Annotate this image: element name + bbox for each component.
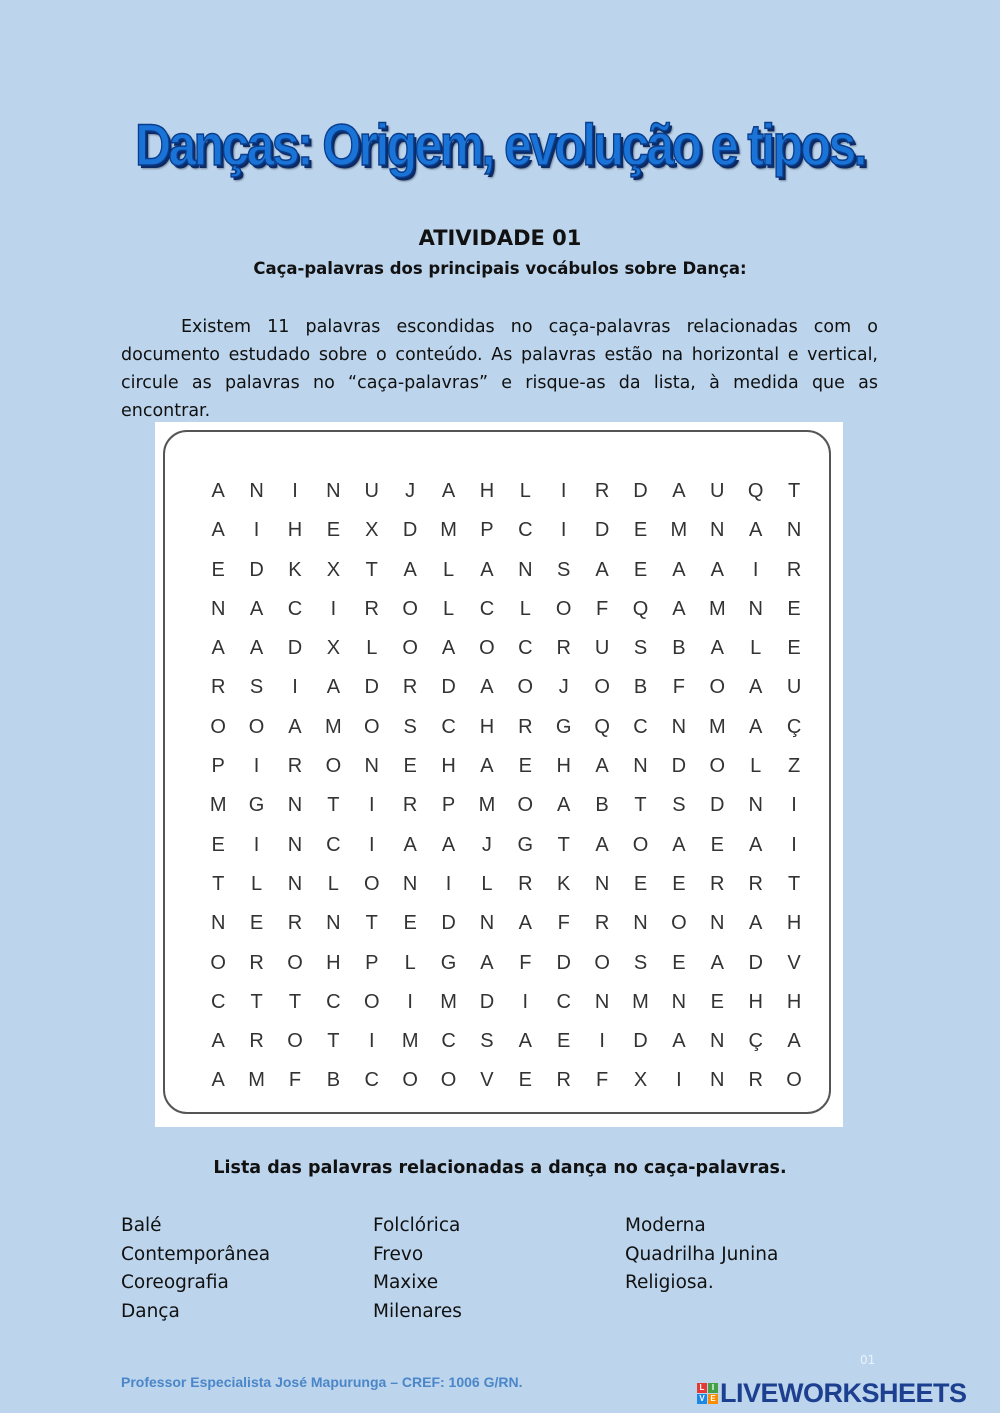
grid-letter[interactable]: E bbox=[326, 519, 341, 542]
grid-letter[interactable]: V bbox=[787, 951, 801, 974]
word-list-item: Frevo bbox=[373, 1243, 424, 1265]
word-list-item: Maxixe bbox=[373, 1272, 439, 1293]
grid-letter[interactable]: M bbox=[440, 519, 457, 542]
activity-title: ATIVIDADE 01 bbox=[418, 226, 582, 250]
grid-letter[interactable]: C bbox=[326, 833, 341, 856]
grid-letter[interactable]: P bbox=[441, 794, 456, 817]
grid-letter[interactable]: A bbox=[518, 1030, 532, 1053]
grid-letter[interactable]: C bbox=[633, 715, 648, 738]
grid-letter[interactable]: A bbox=[249, 597, 264, 620]
grid-letter[interactable]: G bbox=[248, 794, 265, 817]
grid-letter[interactable]: J bbox=[405, 480, 416, 502]
grid-letter[interactable]: N bbox=[249, 480, 264, 502]
grid-letter[interactable]: N bbox=[671, 990, 687, 1013]
grid-letter[interactable]: A bbox=[672, 1030, 686, 1053]
grid-letter[interactable]: A bbox=[211, 1069, 225, 1092]
grid-letter[interactable]: O bbox=[709, 676, 726, 699]
grid-letter[interactable]: A bbox=[595, 755, 609, 778]
grid-letter[interactable]: E bbox=[249, 912, 264, 935]
liveworksheets-icon bbox=[697, 1383, 718, 1404]
grid-letter[interactable]: E bbox=[787, 637, 801, 660]
grid-letter[interactable]: M bbox=[248, 1069, 265, 1092]
grid-letter[interactable]: G bbox=[517, 833, 534, 856]
grid-letter[interactable]: I bbox=[368, 833, 375, 856]
grid-letter[interactable]: I bbox=[599, 1030, 605, 1053]
grid-letter[interactable]: R bbox=[518, 872, 533, 895]
grid-letter[interactable]: C bbox=[518, 519, 533, 542]
grid-letter[interactable]: A bbox=[518, 912, 532, 935]
grid-letter[interactable]: A bbox=[787, 1030, 801, 1053]
grid-letter[interactable]: A bbox=[480, 755, 494, 778]
word-list-item: Religiosa. bbox=[625, 1272, 714, 1293]
grid-letter[interactable]: U bbox=[364, 480, 379, 502]
grid-letter[interactable]: T bbox=[212, 872, 225, 895]
grid-letter[interactable]: N bbox=[479, 912, 495, 935]
grid-letter[interactable]: D bbox=[287, 637, 303, 660]
grid-letter[interactable]: L bbox=[519, 480, 531, 502]
grid-letter[interactable]: R bbox=[249, 1030, 264, 1053]
grid-letter[interactable]: A bbox=[288, 715, 302, 738]
grid-letter[interactable]: I bbox=[368, 1030, 375, 1053]
grid-letter[interactable]: E bbox=[518, 755, 532, 778]
grid-letter[interactable]: D bbox=[748, 951, 763, 974]
grid-letter[interactable]: A bbox=[748, 912, 763, 935]
grid-letter[interactable]: H bbox=[479, 715, 495, 738]
grid-letter[interactable]: N bbox=[748, 794, 763, 817]
grid-letter[interactable]: B bbox=[672, 637, 686, 660]
grid-letter[interactable]: E bbox=[633, 872, 648, 895]
grid-letter[interactable]: A bbox=[249, 637, 264, 660]
brand-text: LIVEWORKSHEETS bbox=[720, 1377, 967, 1408]
grid-letter[interactable]: Z bbox=[787, 755, 801, 778]
grid-letter[interactable]: N bbox=[633, 755, 648, 778]
grid-letter[interactable]: A bbox=[748, 676, 763, 699]
grid-letter[interactable]: S bbox=[480, 1030, 494, 1053]
grid-letter[interactable]: I bbox=[522, 990, 529, 1013]
grid-letter[interactable]: C bbox=[364, 1069, 379, 1092]
grid-letter[interactable]: S bbox=[403, 715, 417, 738]
grid-letter[interactable]: O bbox=[248, 715, 265, 738]
word-list-item: Milenares bbox=[373, 1300, 462, 1322]
grid-letter[interactable]: M bbox=[670, 519, 688, 542]
grid-letter[interactable]: Ç bbox=[748, 1030, 763, 1053]
page-title: Danças: Origem, evolução e tipos. bbox=[135, 113, 865, 178]
grid-letter[interactable]: Q bbox=[632, 597, 649, 620]
grid-letter[interactable]: N bbox=[748, 597, 763, 620]
grid-letter[interactable]: S bbox=[249, 676, 264, 699]
grid-letter[interactable]: U bbox=[594, 637, 610, 660]
grid-letter[interactable]: R bbox=[710, 872, 725, 895]
grid-letter[interactable]: D bbox=[633, 480, 648, 502]
grid-letter[interactable]: R bbox=[556, 1069, 571, 1092]
grid-letter[interactable]: O bbox=[709, 755, 726, 778]
grid-letter[interactable]: T bbox=[327, 794, 340, 817]
grid-letter[interactable]: H bbox=[441, 755, 456, 778]
grid-letter[interactable]: R bbox=[556, 637, 571, 660]
grid-letter[interactable]: O bbox=[325, 755, 342, 778]
grid-letter[interactable]: D bbox=[556, 951, 571, 974]
word-list-item: Folclórica bbox=[373, 1215, 461, 1236]
grid-letter[interactable]: M bbox=[209, 794, 227, 817]
grid-letter[interactable]: O bbox=[402, 637, 418, 660]
grid-letter[interactable]: R bbox=[748, 872, 763, 895]
grid-letter[interactable]: O bbox=[402, 1069, 418, 1092]
grid-letter[interactable]: O bbox=[363, 715, 380, 738]
grid-letter[interactable]: I bbox=[445, 872, 452, 895]
word-list-item: Moderna bbox=[625, 1215, 706, 1236]
grid-letter[interactable]: N bbox=[710, 1069, 725, 1092]
grid-letter[interactable]: R bbox=[402, 676, 418, 699]
grid-letter[interactable]: X bbox=[326, 558, 341, 581]
grid-letter[interactable]: E bbox=[787, 597, 801, 620]
grid-letter[interactable]: N bbox=[518, 558, 533, 581]
grid-letter[interactable]: I bbox=[253, 519, 260, 542]
page-number: 01 bbox=[860, 1353, 876, 1367]
grid-letter[interactable]: A bbox=[211, 637, 225, 660]
brand-icon-letter: L bbox=[697, 1383, 707, 1393]
grid-letter[interactable]: O bbox=[517, 794, 534, 817]
grid-letter[interactable]: H bbox=[479, 480, 495, 502]
grid-letter[interactable]: T bbox=[365, 912, 378, 935]
grid-letter[interactable]: A bbox=[557, 794, 571, 817]
grid-letter[interactable]: L bbox=[750, 637, 762, 660]
grid-letter[interactable]: H bbox=[786, 990, 802, 1013]
grid-letter[interactable]: I bbox=[330, 597, 337, 620]
grid-letter[interactable]: I bbox=[368, 794, 375, 817]
grid-letter[interactable]: K bbox=[557, 872, 571, 895]
grid-letter[interactable]: P bbox=[211, 755, 225, 778]
grid-letter[interactable]: D bbox=[364, 676, 379, 699]
grid-letter[interactable]: T bbox=[557, 833, 570, 856]
grid-letter[interactable]: A bbox=[672, 833, 686, 856]
grid-letter[interactable]: A bbox=[403, 833, 417, 856]
grid-letter[interactable]: R bbox=[364, 597, 379, 620]
grid-letter[interactable]: E bbox=[710, 990, 724, 1013]
grid-letter[interactable]: B bbox=[326, 1069, 341, 1092]
grid-letter[interactable]: J bbox=[558, 676, 569, 699]
grid-letter[interactable]: A bbox=[710, 558, 724, 581]
grid-letter[interactable]: H bbox=[786, 912, 802, 935]
grid-letter[interactable]: A bbox=[710, 637, 724, 660]
grid-letter[interactable]: T bbox=[288, 990, 302, 1013]
grid-letter[interactable]: F bbox=[557, 912, 570, 935]
grid-letter[interactable]: P bbox=[365, 951, 379, 974]
word-list-item: Dança bbox=[121, 1300, 180, 1322]
grid-letter[interactable]: D bbox=[479, 990, 495, 1013]
grid-letter[interactable]: N bbox=[710, 1030, 725, 1053]
grid-letter[interactable]: M bbox=[708, 715, 726, 738]
grid-letter[interactable]: O bbox=[287, 951, 303, 974]
grid-letter[interactable]: H bbox=[748, 990, 763, 1013]
grid-letter[interactable]: I bbox=[752, 558, 759, 581]
grid-letter[interactable]: D bbox=[710, 794, 725, 817]
grid-letter[interactable]: I bbox=[253, 755, 260, 778]
grid-letter[interactable]: O bbox=[479, 637, 495, 660]
grid-letter[interactable]: A bbox=[211, 480, 225, 502]
grid-letter[interactable]: A bbox=[710, 951, 724, 974]
grid-letter[interactable]: M bbox=[708, 597, 726, 620]
grid-letter[interactable]: F bbox=[288, 1069, 302, 1092]
activity-subtitle: Caça-palavras dos principais vocábulos sobre Dança: bbox=[253, 259, 747, 278]
grid-letter[interactable]: O bbox=[287, 1030, 303, 1053]
grid-letter[interactable]: A bbox=[672, 558, 686, 581]
grid-letter[interactable]: H bbox=[287, 519, 303, 542]
word-list-item: Coreografia bbox=[121, 1272, 229, 1293]
grid-letter[interactable]: C bbox=[441, 1030, 456, 1053]
grid-letter[interactable]: R bbox=[748, 1069, 763, 1092]
grid-letter[interactable]: N bbox=[287, 794, 303, 817]
word-list-item: Quadrilha Junina bbox=[625, 1243, 779, 1265]
grid-letter[interactable]: L bbox=[750, 755, 762, 778]
brand-icon-letter: E bbox=[708, 1394, 718, 1404]
grid-letter[interactable]: M bbox=[325, 715, 342, 738]
grid-letter[interactable]: L bbox=[366, 637, 378, 660]
footer-credit: Professor Especialista José Mapurunga – CREF: 1006 G/RN. bbox=[121, 1374, 523, 1390]
word-search-grid bbox=[199, 472, 813, 1101]
grid-letter[interactable]: R bbox=[287, 755, 303, 778]
grid-letter[interactable]: I bbox=[292, 676, 298, 699]
grid-letter[interactable]: O bbox=[555, 597, 572, 620]
grid-letter[interactable]: F bbox=[672, 676, 685, 699]
grid-letter[interactable]: N bbox=[402, 872, 418, 895]
grid-letter[interactable]: N bbox=[287, 872, 303, 895]
grid-letter[interactable]: I bbox=[560, 480, 567, 502]
grid-letter[interactable]: U bbox=[786, 676, 802, 699]
word-list-column-1 bbox=[121, 1212, 270, 1326]
grid-letter[interactable]: T bbox=[787, 872, 801, 895]
grid-letter[interactable]: Ç bbox=[786, 715, 802, 738]
grid-letter[interactable]: L bbox=[442, 558, 455, 581]
grid-letter[interactable]: A bbox=[480, 951, 494, 974]
grid-letter[interactable]: R bbox=[210, 676, 226, 699]
grid-letter[interactable]: O bbox=[402, 597, 418, 620]
grid-letter[interactable]: L bbox=[481, 872, 493, 895]
grid-letter[interactable]: Q bbox=[594, 715, 610, 738]
grid-letter[interactable]: R bbox=[249, 951, 264, 974]
instructions-paragraph: Existem 11 palavras escondidas no caça-palavras relacionadas com o documento estudado sobre o conteúdo. As palavras estão na horizontal e vertical, circule as palavras no “caça-palavras” e risque-as da lista, à medida que as encontrar. bbox=[121, 317, 878, 421]
grid-letter[interactable]: K bbox=[288, 558, 302, 581]
brand-icon-letter: I bbox=[708, 1383, 718, 1393]
grid-letter[interactable]: S bbox=[633, 637, 648, 660]
grid-letter[interactable]: P bbox=[480, 519, 494, 542]
grid-letter[interactable]: E bbox=[403, 755, 417, 778]
grid-letter[interactable]: C bbox=[441, 715, 456, 738]
grid-letter[interactable]: C bbox=[326, 990, 341, 1013]
brand-icon-letter: V bbox=[697, 1394, 707, 1404]
grid-letter[interactable]: A bbox=[211, 1030, 225, 1053]
grid-letter[interactable]: N bbox=[594, 872, 610, 895]
grid-letter[interactable]: A bbox=[441, 637, 456, 660]
grid-letter[interactable]: Q bbox=[747, 480, 764, 502]
grid-letter[interactable]: R bbox=[594, 480, 610, 502]
grid-letter[interactable]: A bbox=[441, 480, 456, 502]
grid-letter[interactable]: D bbox=[594, 519, 610, 542]
grid-letter[interactable]: I bbox=[253, 833, 260, 856]
grid-letter[interactable]: N bbox=[210, 912, 226, 935]
grid-letter[interactable]: T bbox=[787, 480, 801, 502]
grid-letter[interactable]: I bbox=[676, 1069, 682, 1092]
grid-letter[interactable]: C bbox=[518, 637, 533, 660]
grid-letter[interactable]: E bbox=[211, 558, 225, 581]
word-search-panel bbox=[155, 422, 843, 1127]
grid-letter[interactable]: T bbox=[327, 1030, 340, 1053]
grid-letter[interactable]: O bbox=[363, 990, 380, 1013]
grid-letter[interactable]: G bbox=[440, 951, 457, 974]
grid-letter[interactable]: E bbox=[633, 558, 648, 581]
grid-letter[interactable]: A bbox=[748, 715, 763, 738]
grid-letter[interactable]: R bbox=[594, 912, 610, 935]
grid-letter[interactable]: N bbox=[326, 912, 341, 935]
grid-letter[interactable]: E bbox=[403, 912, 417, 935]
grid-letter[interactable]: E bbox=[672, 951, 686, 974]
grid-letter[interactable]: N bbox=[671, 715, 687, 738]
grid-letter[interactable]: A bbox=[211, 519, 225, 542]
grid-letter[interactable]: R bbox=[287, 912, 303, 935]
grid-letter[interactable]: E bbox=[211, 833, 225, 856]
grid-letter[interactable]: O bbox=[210, 951, 226, 974]
grid-letter[interactable]: T bbox=[365, 558, 378, 581]
grid-letter[interactable]: M bbox=[440, 990, 457, 1013]
grid-letter[interactable]: H bbox=[326, 951, 341, 974]
word-list-item: Contemporânea bbox=[121, 1243, 271, 1265]
grid-letter[interactable]: C bbox=[287, 597, 303, 620]
grid-letter[interactable]: A bbox=[441, 833, 456, 856]
word-list-column-2 bbox=[373, 1212, 462, 1326]
grid-letter[interactable]: L bbox=[404, 951, 416, 974]
grid-letter[interactable]: D bbox=[441, 912, 456, 935]
grid-letter[interactable]: N bbox=[710, 519, 725, 542]
grid-letter[interactable]: O bbox=[594, 676, 610, 699]
grid-letter[interactable]: S bbox=[633, 951, 648, 974]
grid-letter[interactable]: T bbox=[250, 990, 263, 1013]
grid-letter[interactable]: J bbox=[481, 833, 492, 856]
grid-letter[interactable]: L bbox=[251, 872, 263, 895]
grid-letter[interactable]: U bbox=[710, 480, 725, 502]
word-list-column-3 bbox=[625, 1212, 778, 1298]
grid-letter[interactable]: B bbox=[633, 676, 648, 699]
grid-letter[interactable]: L bbox=[519, 597, 531, 620]
grid-letter[interactable]: N bbox=[710, 912, 725, 935]
word-list-heading: Lista das palavras relacionadas a dança no caça-palavras. bbox=[213, 1158, 787, 1178]
grid-letter[interactable]: A bbox=[672, 480, 686, 502]
grid-letter[interactable]: R bbox=[402, 794, 418, 817]
grid-letter[interactable]: D bbox=[441, 676, 456, 699]
grid-letter[interactable]: E bbox=[633, 519, 648, 542]
grid-letter[interactable]: C bbox=[210, 990, 226, 1013]
grid-letter[interactable]: A bbox=[595, 833, 609, 856]
grid-letter[interactable]: M bbox=[632, 990, 649, 1013]
grid-letter[interactable]: A bbox=[480, 676, 494, 699]
grid-letter[interactable]: O bbox=[786, 1069, 802, 1092]
grid-letter[interactable]: O bbox=[440, 1069, 457, 1092]
grid-letter[interactable]: A bbox=[748, 519, 763, 542]
grid-letter[interactable]: M bbox=[401, 1030, 419, 1053]
grid-letter[interactable]: N bbox=[210, 597, 226, 620]
grid-letter[interactable]: N bbox=[287, 833, 303, 856]
grid-letter[interactable]: T bbox=[634, 794, 647, 817]
grid-letter[interactable]: L bbox=[442, 597, 455, 620]
grid-letter[interactable]: F bbox=[595, 597, 609, 620]
grid-letter[interactable]: N bbox=[786, 519, 802, 542]
grid-letter[interactable]: E bbox=[710, 833, 724, 856]
grid-letter[interactable]: V bbox=[480, 1069, 494, 1092]
grid-letter[interactable]: D bbox=[671, 755, 687, 778]
grid-letter[interactable]: O bbox=[671, 912, 687, 935]
grid-letter[interactable]: R bbox=[786, 558, 802, 581]
grid-letter[interactable]: B bbox=[595, 794, 609, 817]
grid-letter[interactable]: D bbox=[249, 558, 264, 581]
grid-letter[interactable]: S bbox=[672, 794, 686, 817]
grid-letter[interactable]: O bbox=[363, 872, 380, 895]
grid-letter[interactable]: A bbox=[480, 558, 494, 581]
grid-letter[interactable]: I bbox=[791, 833, 797, 856]
grid-letter[interactable]: O bbox=[517, 676, 534, 699]
grid-letter[interactable]: N bbox=[326, 480, 341, 502]
grid-letter[interactable]: R bbox=[518, 715, 533, 738]
liveworksheets-logo[interactable] bbox=[697, 1376, 967, 1410]
grid-letter[interactable]: M bbox=[478, 794, 496, 817]
grid-letter[interactable]: C bbox=[479, 597, 495, 620]
grid-letter[interactable]: F bbox=[595, 1069, 609, 1092]
grid-letter[interactable]: E bbox=[518, 1069, 532, 1092]
grid-letter[interactable]: I bbox=[292, 480, 298, 502]
grid-letter[interactable]: E bbox=[672, 872, 686, 895]
grid-letter[interactable]: A bbox=[595, 558, 609, 581]
grid-letter[interactable]: G bbox=[555, 715, 572, 738]
grid-letter[interactable]: L bbox=[327, 872, 339, 895]
grid-letter[interactable]: E bbox=[557, 1030, 571, 1053]
grid-letter[interactable]: F bbox=[519, 951, 532, 974]
grid-letter[interactable]: D bbox=[402, 519, 418, 542]
grid-letter[interactable]: X bbox=[326, 637, 341, 660]
grid-letter[interactable]: A bbox=[672, 597, 686, 620]
grid-letter[interactable]: X bbox=[633, 1069, 648, 1092]
grid-letter[interactable]: A bbox=[326, 676, 341, 699]
grid-letter[interactable]: N bbox=[364, 755, 379, 778]
grid-letter[interactable]: X bbox=[365, 519, 379, 542]
grid-letter[interactable]: N bbox=[633, 912, 648, 935]
word-search-border bbox=[163, 430, 831, 1114]
grid-letter[interactable]: I bbox=[560, 519, 567, 542]
grid-letter[interactable]: O bbox=[210, 715, 226, 738]
grid-letter[interactable]: H bbox=[556, 755, 571, 778]
grid-letter[interactable]: O bbox=[594, 951, 610, 974]
grid-letter[interactable]: I bbox=[407, 990, 413, 1013]
grid-letter[interactable]: S bbox=[557, 558, 571, 581]
grid-letter[interactable]: I bbox=[791, 794, 797, 817]
word-list-item: Balé bbox=[121, 1215, 162, 1236]
grid-letter[interactable]: A bbox=[403, 558, 417, 581]
grid-letter[interactable]: D bbox=[633, 1030, 648, 1053]
grid-letter[interactable]: N bbox=[594, 990, 610, 1013]
grid-letter[interactable]: C bbox=[556, 990, 571, 1013]
grid-letter[interactable]: O bbox=[632, 833, 649, 856]
grid-letter[interactable]: A bbox=[748, 833, 763, 856]
